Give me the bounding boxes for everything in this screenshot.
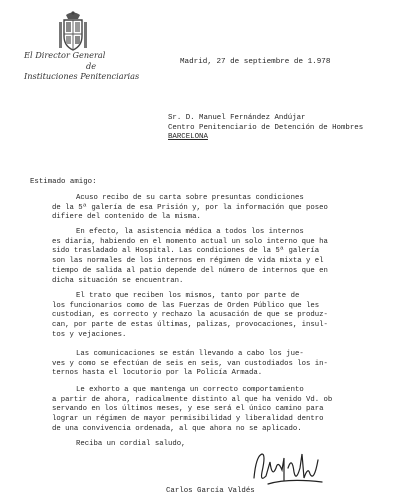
paragraph-line: tos y vejaciones.	[52, 330, 127, 339]
closing-line	[76, 440, 408, 450]
letterhead-department: Instituciones Penitenciarias	[24, 71, 140, 81]
paragraph-line: sido trasladado al Hospital. Las condiciones de la 5ª galería	[52, 247, 320, 256]
recipient-institution: Centro Penitenciario de Detención de Hombres	[168, 123, 364, 132]
paragraph-line: es diaria, habiendo en el momento actual un solo interno que ha	[52, 237, 328, 246]
body-paragraph-2	[52, 228, 392, 286]
body-paragraph-3	[52, 292, 392, 341]
paragraph-line: can, por parte de estas últimas, palizas, provocaciones, insul-	[52, 321, 328, 330]
paragraph-line: Las comunicaciones se están llevando a cabo los jue-	[76, 350, 304, 358]
handwritten-signature	[248, 448, 328, 488]
paragraph-line: de la 5ª galería de esa Prisión y, por la información que poseo	[52, 203, 328, 212]
coat-of-arms-icon	[56, 10, 90, 54]
letterhead	[24, 50, 174, 82]
paragraph-line: tiempo de salida al patio depende del número de internos que en	[52, 266, 328, 275]
paragraph-line: lograr un régimen de mayor permisibilidad y liberalidad dentro	[52, 415, 324, 424]
paragraph-line: Acuso recibo de su carta sobre presuntas condiciones	[76, 194, 304, 202]
paragraph-line: Le exhorto a que mantenga un correcto comportamiento	[76, 386, 304, 394]
signer-name: Carlos García Valdés	[166, 487, 255, 495]
recipient-name: Sr. D. Manuel Fernández Andújar	[168, 114, 306, 122]
paragraph-line: difiere del contenido de la misma.	[52, 213, 201, 222]
paragraph-line: custodian, es correcto y rechazo la acusación de que se produz-	[52, 311, 328, 320]
paragraph-line: a partir de ahora, radicalmente distinto al que ha venido Vd. ob	[52, 395, 333, 404]
paragraph-line: El trato que reciben los mismos, tanto por parte de	[76, 292, 300, 300]
paragraph-line: de una convivencia ordenada, al que ahora no se aplicado.	[52, 424, 302, 433]
body-paragraph-4	[52, 350, 392, 379]
letter-date: Madrid, 27 de septiembre de 1.978	[180, 58, 331, 66]
body-paragraph-1	[52, 194, 392, 223]
salutation: Estimado amigo:	[30, 178, 97, 186]
paragraph-line: son las normales de los internos en régimen de vida mixta y el	[52, 257, 324, 266]
recipient-block	[168, 114, 363, 143]
paragraph-line: los funcionarios como de las Fuerzas de Orden Público que les	[52, 301, 320, 310]
paragraph-line: ternos hasta el locutorio por la Policía Armada.	[52, 369, 263, 378]
paragraph-line: servando en los últimos meses, y ese será el único camino para	[52, 405, 324, 414]
body-paragraph-5	[52, 386, 392, 435]
paragraph-line: En efecto, la asistencia médica a todos los internos	[76, 228, 304, 236]
letterhead-connector: de	[86, 60, 97, 71]
paragraph-line: dicha situación se encuentran.	[52, 276, 184, 285]
closing-text: Reciba un cordial saludo,	[76, 440, 186, 448]
letterhead-title: El Director General	[24, 50, 106, 60]
paragraph-line: ves y como se efectúan de seis en seis, van custodiados los in-	[52, 359, 328, 368]
recipient-city: BARCELONA	[168, 133, 208, 142]
